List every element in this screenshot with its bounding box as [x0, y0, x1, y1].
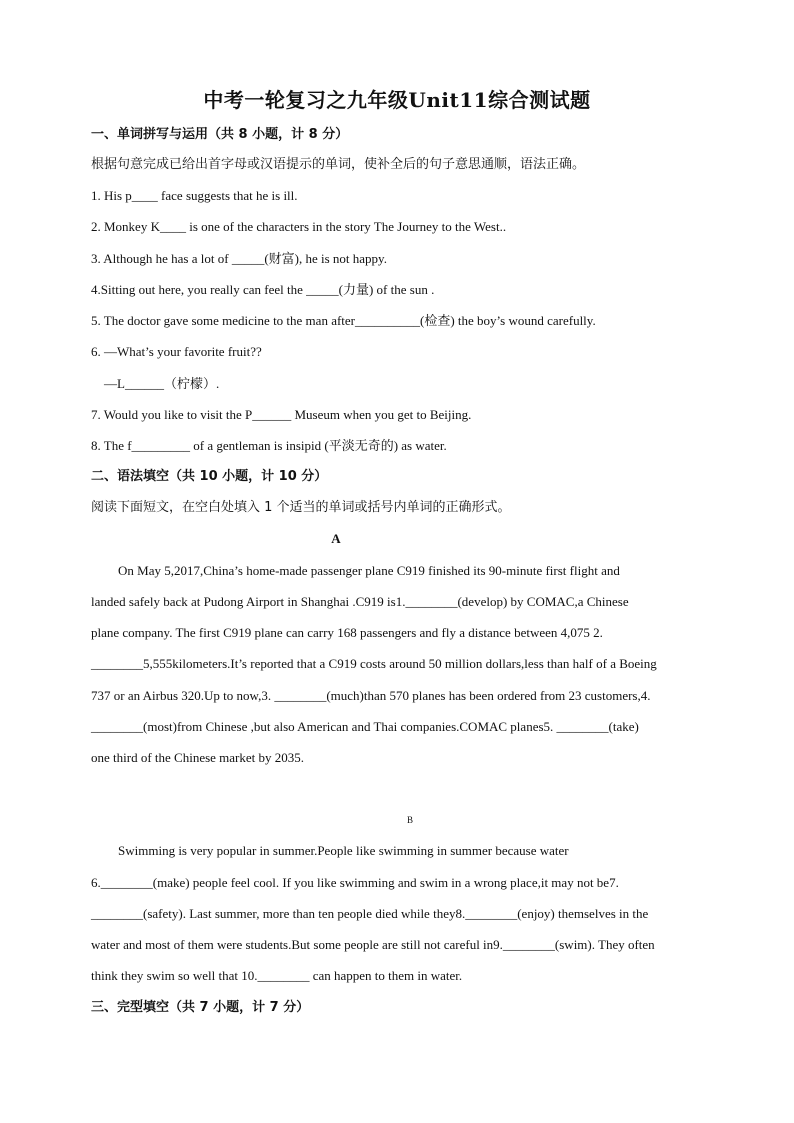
- passage-a-line: plane company. The first C919 plane can carry 168 passengers and fly a distance between 4,075 2.: [91, 625, 603, 640]
- passage-b-line: Swimming is very popular in summer.People like swimming in summer because water: [118, 843, 569, 858]
- passage-a-line: landed safely back at Pudong Airport in Shanghai .C919 is1.________(develop) by COMAC,a Chinese: [91, 594, 629, 609]
- question-item: 4.Sitting out here, you really can feel the _____(力量) of the sun .: [91, 282, 435, 297]
- question-item: 5. The doctor gave some medicine to the man after__________(检查) the boy’s wound carefully.: [91, 313, 596, 328]
- passage-a-line: ________5,555kilometers.It’s reported that a C919 costs around 50 million dollars,less than half of a Boeing: [91, 656, 657, 671]
- section1-instruction: 根据句意完成已给出首字母或汉语提示的单词，使补全后的句子意思通顺，语法正确。: [91, 157, 586, 172]
- question-item: 3. Although he has a lot of _____(财富), he is not happy.: [91, 251, 387, 266]
- passage-b-label: B: [406, 815, 413, 825]
- question-item: 2. Monkey K____ is one of the characters in the story The Journey to the West..: [91, 219, 507, 234]
- question-item: 8. The f_________ of a gentleman is insipid (平淡无奇的) as water.: [91, 438, 447, 453]
- passage-b-line: water and most of them were students.But some people are still not careful in9.________(swim). They often: [91, 937, 655, 952]
- passage-a-line: one third of the Chinese market by 2035.: [91, 750, 305, 765]
- passage-b-line: 6.________(make) people feel cool. If you like swimming and swim in a wrong place,it may not be7.: [91, 875, 619, 890]
- page-title: 中考一轮复习之九年级Unit11综合测试题: [203, 88, 591, 112]
- section2-instruction: 阅读下面短文，在空白处填入 1 个适当的单词或括号内单词的正确形式。: [91, 500, 511, 515]
- question-item: 7. Would you like to visit the P______ Museum when you get to Beijing.: [91, 407, 472, 422]
- passage-a-label: A: [331, 531, 341, 546]
- section2-heading: 二、语法填空（共 10 小题，计 10 分）: [91, 469, 328, 484]
- question-item-answer-line: —L______（柠檬）.: [104, 376, 220, 391]
- question-item: 1. His p____ face suggests that he is ill.: [91, 188, 298, 203]
- passage-b-line: think they swim so well that 10.________ can happen to them in water.: [91, 968, 463, 983]
- passage-a-line: On May 5,2017,China’s home-made passenger plane C919 finished its 90-minute first flight and: [118, 563, 620, 578]
- section3-heading: 三、完型填空（共 7 小题，计 7 分）: [91, 1000, 310, 1015]
- passage-b-line: ________(safety). Last summer, more than ten people died while they8.________(enjoy) themselves in the: [91, 906, 649, 921]
- section1-heading: 一、单词拼写与运用（共 8 小题，计 8 分）: [91, 127, 349, 142]
- question-item: 6. —What’s your favorite fruit??: [91, 344, 262, 359]
- passage-a-line: ________(most)from Chinese ,but also American and Thai companies.COMAC planes5. ________(take): [91, 719, 639, 734]
- passage-a-line: 737 or an Airbus 320.Up to now,3. ________(much)than 570 planes has been ordered from 23 customers,4.: [91, 688, 651, 703]
